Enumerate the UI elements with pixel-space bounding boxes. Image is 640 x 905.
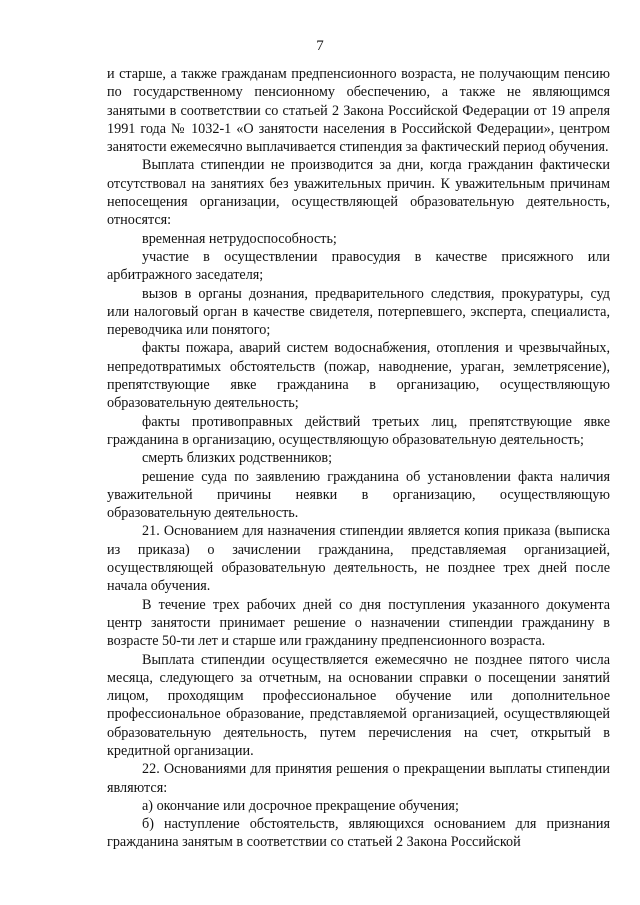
page-number: 7 [316, 38, 324, 54]
paragraph: вызов в органы дознания, предварительного следствия, прокуратуры, суд или налоговый орган в качестве свидетеля, потерпевшего, эксперта, специалиста, переводчика или понятого; [107, 285, 610, 339]
paragraph: и старше, а также гражданам предпенсионного возраста, не получающим пенсию по государственному пенсионному обеспечению, а также не являющимся занятыми в соответствии со статьей 2 Закона Российской Федерации от 19 апреля 1991 года № 1032-1 «О занятости населения в Российской Федерации», центром занятости ежемесячно выплачивается стипендия за фактический период обучения. [107, 66, 610, 156]
paragraph: 22. Основаниями для принятия решения о прекращении выплаты стипендии являются: [107, 761, 610, 796]
paragraph: участие в осуществлении правосудия в качестве присяжного или арбитражного заседателя; [107, 248, 610, 284]
paragraph: б) наступление обстоятельств, являющихся основанием для признания гражданина занятым в соответствии со статьей 2 Закона Российской [107, 816, 610, 851]
paragraph: а) окончание или досрочное прекращение обучения; [142, 797, 459, 814]
paragraph: факты противоправных действий третьих лиц, препятствующие явке гражданина в организацию, осуществляющую образовательную деятельность; [107, 413, 610, 448]
paragraph: Выплата стипендии осуществляется ежемесячно не позднее пятого числа месяца, следующего за отчетным, на основании справки о посещении занятий лицом, проходящим профессиональное обучение или дополнительное профессиональное образование, представляемой организацией, осуществляющей образовательную деятельность, путем перечисления на счет, открытый в кредитной организации. [107, 651, 610, 759]
paragraph: 21. Основанием для назначения стипендии является копия приказа (выписка из приказа) о зачислении гражданина, представляемая организацией, осуществляющей образовательную деятельность, не позднее трех дней после начала обучения. [107, 523, 610, 595]
paragraph: Выплата стипендии не производится за дни, когда гражданин фактически отсутствовал на занятиях без уважительных причин. К уважительным причинам непосещения организации, осуществляющей образовательную деятельность, относятся: [107, 157, 610, 229]
paragraph: временная нетрудоспособность; [142, 230, 337, 247]
paragraph: смерть близких родственников; [142, 450, 333, 467]
paragraph: В течение трех рабочих дней со дня поступления указанного документа центр занятости принимает решение о назначении стипендии гражданину в возрасте 50-ти лет и старше или гражданину предпенсионного возраста. [107, 596, 610, 650]
page-body [107, 65, 610, 852]
paragraph: факты пожара, аварий систем водоснабжения, отопления и чрезвычайных, непредотвратимых обстоятельств (пожар, наводнение, ураган, землетрясение), препятствующие явке гражданина в организацию, осуществляющую образовательную деятельность; [107, 340, 610, 412]
paragraph: решение суда по заявлению гражданина об установлении факта наличия уважительной причины неявки в организацию, осуществляющую образовательную деятельность. [107, 468, 610, 522]
